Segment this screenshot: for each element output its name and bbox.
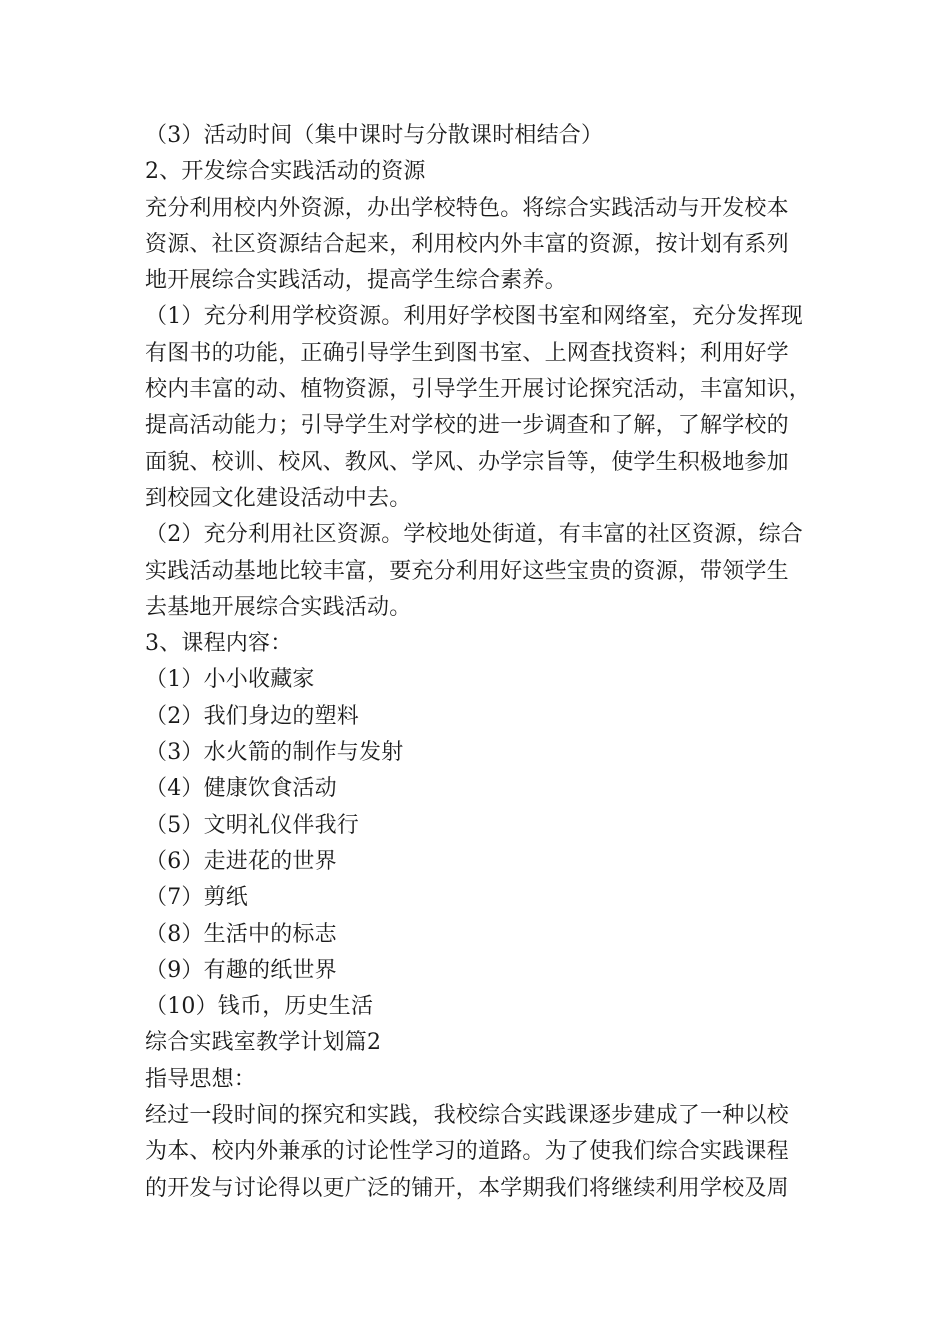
text-line: （1）小小收藏家 [145,667,315,693]
text-line: （9）有趣的纸世界 [145,957,337,983]
paragraph [145,771,835,807]
text-line: （5）文明礼仪伴我行 [145,812,359,838]
paragraph [145,1062,835,1098]
text-line: 地开展综合实践活动，提高学生综合素养。 [145,268,567,294]
text-line: 到校园文化建设活动中去。 [145,485,412,511]
text-line: （6）走进花的世界 [145,848,337,874]
text-line: 资源、社区资源结合起来，利用校内外丰富的资源，按计划有系列 [145,231,789,257]
paragraph [145,662,835,698]
text-line: 实践活动基地比较丰富，要充分利用好这些宝贵的资源，带领学生 [145,558,789,584]
paragraph [145,917,835,953]
text-line: 面貌、校训、校风、教风、学风、办学宗旨等，使学生积极地参加 [145,449,789,475]
paragraph [145,808,835,844]
text-line: 2、开发综合实践活动的资源 [145,159,426,185]
text-line: 提高活动能力；引导学生对学校的进一步调查和了解，了解学校的 [145,413,789,439]
paragraph [145,118,835,154]
text-line: 指导思想： [145,1066,257,1092]
text-line: 3、课程内容： [145,631,293,657]
text-line: 经过一段时间的探究和实践，我校综合实践课逐步建成了一种以校 [145,1103,789,1129]
paragraph [145,191,835,300]
paragraph [145,880,835,916]
text-line: 的开发与讨论得以更广泛的铺开，本学期我们将继续利用学校及周 [145,1175,789,1201]
paragraph [145,953,835,989]
text-line: （8）生活中的标志 [145,921,337,947]
paragraph [145,517,835,626]
text-line: （4）健康饮食活动 [145,776,337,802]
text-line: 有图书的功能，正确引导学生到图书室、上网查找资料；利用好学 [145,340,789,366]
text-line: （2）我们身边的塑料 [145,703,359,729]
text-line: （3）活动时间（集中课时与分散课时相结合） [145,123,604,148]
text-line: （1）充分利用学校资源。利用好学校图书室和网络室，充分发挥现 [145,304,803,330]
text-line: 为本、校内外兼承的讨论性学习的道路。为了使我们综合实践课程 [145,1139,789,1165]
text-line: 去基地开展综合实践活动。 [145,594,412,620]
text-line: （10）钱币，历史生活 [145,994,374,1020]
paragraph [145,299,835,517]
paragraph [145,1098,835,1207]
text-line: 校内丰富的动、植物资源，引导学生开展讨论探究活动，丰富知识， [145,377,812,403]
paragraph [145,735,835,771]
text-line: （7）剪纸 [145,885,248,911]
text-line: （3）水火箭的制作与发射 [145,740,404,766]
paragraph [145,1025,835,1061]
text-line: （2）充分利用社区资源。学校地处街道，有丰富的社区资源，综合 [145,522,803,548]
paragraph [145,626,835,662]
text-line: 充分利用校内外资源，办出学校特色。将综合实践活动与开发校本 [145,195,789,221]
paragraph [145,154,835,190]
document-body [145,118,835,1207]
paragraph [145,699,835,735]
paragraph [145,844,835,880]
text-line: 综合实践室教学计划篇2 [145,1030,382,1056]
paragraph [145,989,835,1025]
